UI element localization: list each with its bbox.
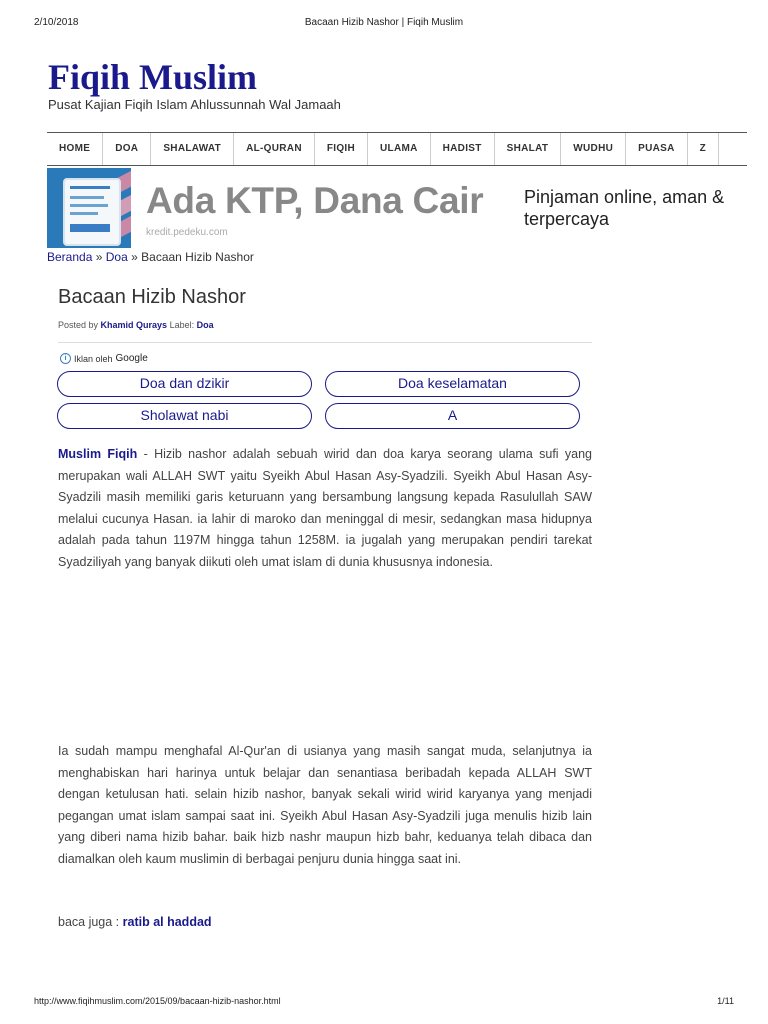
ad-thumbnail-image	[47, 168, 131, 248]
article-paragraph-2: Ia sudah mampu menghafal Al-Qur'an di usianya yang masih sangat muda, selanjutnya ia menghabiskan hari harinya untuk belajar dan senantiasa beribadah kepada ALLAH SWT dengan ketulusan hati. selain hizib nashor, banyak sekali wirid wirid karyanya yang menjadi pegangan umat islam sampai saat ini. Syeikh Abul Hasan Asy-Syadzili juga menulis hizib lain yang diberi nama hizib bahar. baik hizb nashr maupun hizb bahr, keduanya telah dibaca dan diamalkan oleh kaum muslimin di berbagai penjuru dunia hingga saat ini.	[58, 744, 592, 866]
ad-link-a[interactable]: A	[325, 403, 580, 429]
main-nav	[47, 132, 747, 166]
see-also-link[interactable]: ratib al haddad	[122, 915, 212, 929]
ad-link-doa-dan-dzikir[interactable]: Doa dan dzikir	[57, 371, 312, 397]
site-title-link[interactable]: Fiqih Muslim	[48, 57, 258, 97]
nav-item-home[interactable]: HOME	[47, 133, 103, 165]
nav-item-al-quran[interactable]: AL-QURAN	[233, 133, 315, 165]
breadcrumb-separator: »	[95, 250, 103, 264]
phone-icon	[63, 178, 121, 246]
nav-item-wudhu[interactable]: WUDHU	[560, 133, 626, 165]
breadcrumb-separator: »	[131, 250, 138, 264]
info-icon[interactable]: i	[60, 353, 71, 364]
breadcrumb-category-link[interactable]: Doa	[105, 250, 128, 264]
breadcrumb	[47, 250, 254, 264]
muslim-fiqih-link[interactable]: Muslim Fiqih	[58, 447, 138, 461]
paragraph-1-text: - Hizib nashor adalah sebuah wirid dan doa karya seorang ulama sufi yang merupakan wali ALLAH SWT yaitu Syeikh Abul Hasan Asy-Syadzili. Syeikh Abul Hasan Asy-Syadzili masih memiliki garis keturuann yang bersambung langsung kepada Rasulullah SAW melalui cucunya Hasan. ia lahir di maroko dan meninggal di mesir, sedangkan masa hidupnya adalah pada tahun 1197M hingga tahun 1258M. ia jugalah yang merupakan pendiri tarekat Syadziliyah yang banyak diikuti oleh umat islam di dunia khususnya indonesia.	[58, 447, 593, 569]
nav-item-shalawat[interactable]: SHALAWAT	[150, 133, 234, 165]
print-url: http://www.fiqihmuslim.com/2015/09/bacaan-hizib-nashor.html	[34, 996, 281, 1006]
post-meta	[58, 320, 214, 330]
ad-domain: kredit.pedeku.com	[146, 227, 228, 238]
site-tagline: Pusat Kajian Fiqih Islam Ahlussunnah Wal Jamaah	[48, 97, 341, 112]
ad-headline[interactable]: Ada KTP, Dana Cair	[146, 180, 484, 221]
nav-item-fiqih[interactable]: FIQIH	[314, 133, 368, 165]
print-date: 2/10/2018	[34, 17, 79, 28]
google-brand: Google	[115, 353, 148, 364]
post-title: Bacaan Hizib Nashor	[58, 286, 246, 308]
nav-item-doa[interactable]: DOA	[102, 133, 151, 165]
author-link[interactable]: Khamid Qurays	[100, 320, 168, 330]
article-paragraph-1	[58, 444, 592, 573]
breadcrumb-home-link[interactable]: Beranda	[47, 250, 93, 264]
post-divider	[58, 342, 592, 343]
ad-link-sholawat-nabi[interactable]: Sholawat nabi	[57, 403, 312, 429]
posted-by-label: Posted by	[58, 320, 99, 330]
label-label: Label:	[169, 320, 195, 330]
nav-item-hadist[interactable]: HADIST	[430, 133, 495, 165]
nav-item-truncated[interactable]: Z	[687, 133, 719, 165]
ads-by-text: Iklan oleh	[74, 353, 113, 364]
ad-banner[interactable]	[47, 168, 737, 248]
breadcrumb-current: Bacaan Hizib Nashor	[141, 250, 254, 264]
ad-link-doa-keselamatan[interactable]: Doa keselamatan	[325, 371, 580, 397]
print-page-number: 1/11	[717, 996, 734, 1006]
see-also	[58, 912, 592, 934]
see-also-label: baca juga :	[58, 915, 123, 929]
ads-by-google[interactable]	[60, 353, 148, 364]
nav-item-shalat[interactable]: SHALAT	[494, 133, 562, 165]
nav-item-puasa[interactable]: PUASA	[625, 133, 688, 165]
label-link-doa[interactable]: Doa	[196, 320, 214, 330]
nav-item-ulama[interactable]: ULAMA	[367, 133, 431, 165]
ad-side-text[interactable]: Pinjaman online, aman & terpercaya	[524, 187, 725, 229]
print-page-title: Bacaan Hizib Nashor | Fiqih Muslim	[304, 17, 464, 28]
